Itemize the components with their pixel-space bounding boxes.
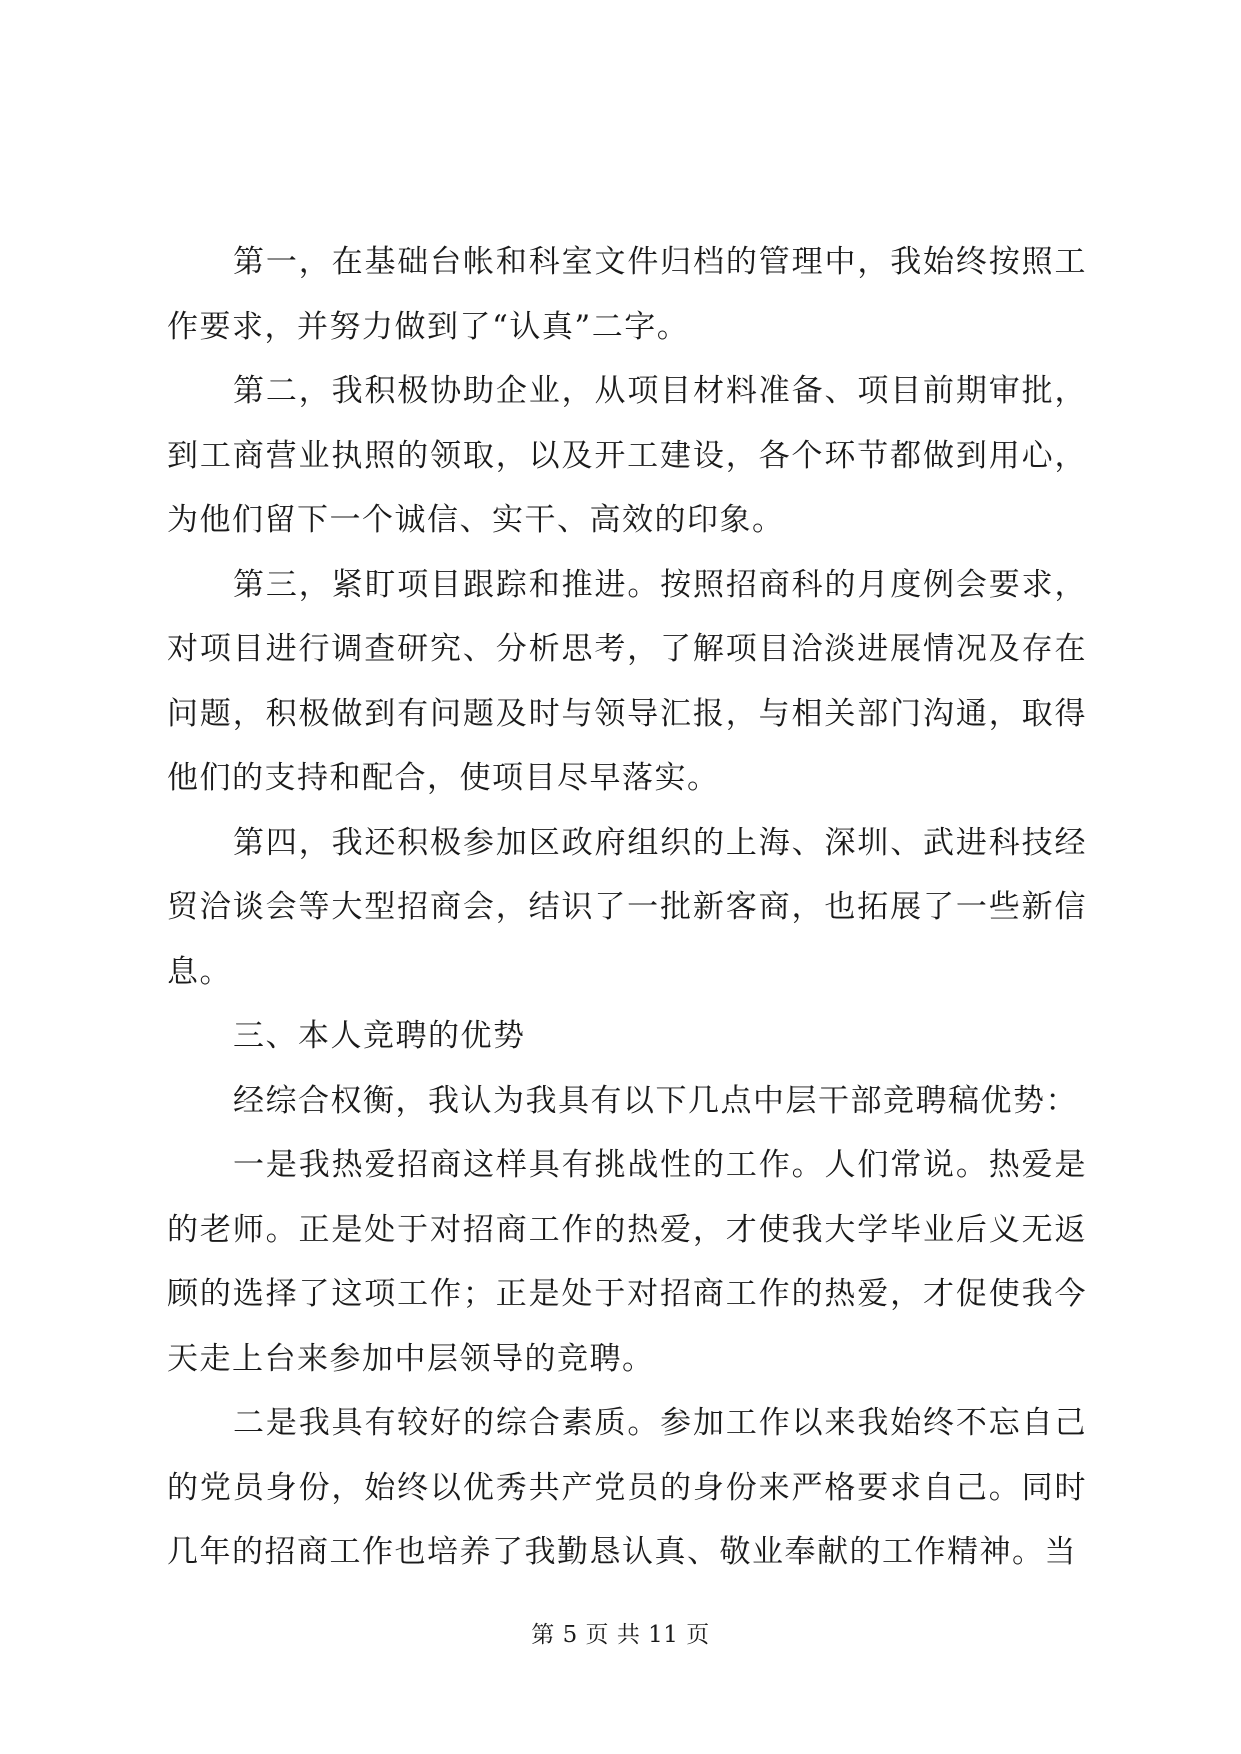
paragraph-first: 第一，在基础台帐和科室文件归档的管理中，我始终按照工作要求，并努力做到了“认真”二字。 bbox=[167, 244, 1087, 345]
page-number-footer: 第 5 页 共 11 页 bbox=[531, 1622, 710, 1648]
paragraph-fourth: 第四，我还积极参加区政府组织的上海、深圳、武进科技经贸洽谈会等大型招商会，结识了一批新客商，也拓展了一些新信息。 bbox=[167, 824, 1087, 990]
paragraph-advantage-one: 一是我热爱招商这样具有挑战性的工作。人们常说。热爱是的老师。正是处于对招商工作的热爱，才使我大学毕业后义无返顾的选择了这项工作；正是处于对招商工作的热爱，才促使我今天走上台来参加中层领导的竞聘。 bbox=[167, 1147, 1087, 1377]
paragraph-second: 第二，我积极协助企业，从项目材料准备、项目前期审批，到工商营业执照的领取，以及开工建设，各个环节都做到用心，为他们留下一个诚信、实干、高效的印象。 bbox=[167, 373, 1087, 538]
paragraph-third: 第三，紧盯项目跟踪和推进。按照招商科的月度例会要求，对项目进行调查研究、分析思考，了解项目洽淡进展情况及存在问题，积极做到有问题及时与领导汇报，与相关部门沟通，取得他们的支持和配合，使项目尽早落实。 bbox=[167, 566, 1087, 796]
section-heading-advantages: 三、本人竞聘的优势 bbox=[233, 1018, 526, 1054]
paragraph-advantage-two: 二是我具有较好的综合素质。参加工作以来我始终不忘自己的党员身份，始终以优秀共产党员的身份来严格要求自己。同时几年的招商工作也培养了我勤恳认真、敬业奉献的工作精神。当 bbox=[167, 1405, 1087, 1570]
paragraph-summary: 经综合权衡，我认为我具有以下几点中层干部竞聘稿优势： bbox=[233, 1082, 1078, 1119]
document-body bbox=[167, 230, 1087, 1585]
